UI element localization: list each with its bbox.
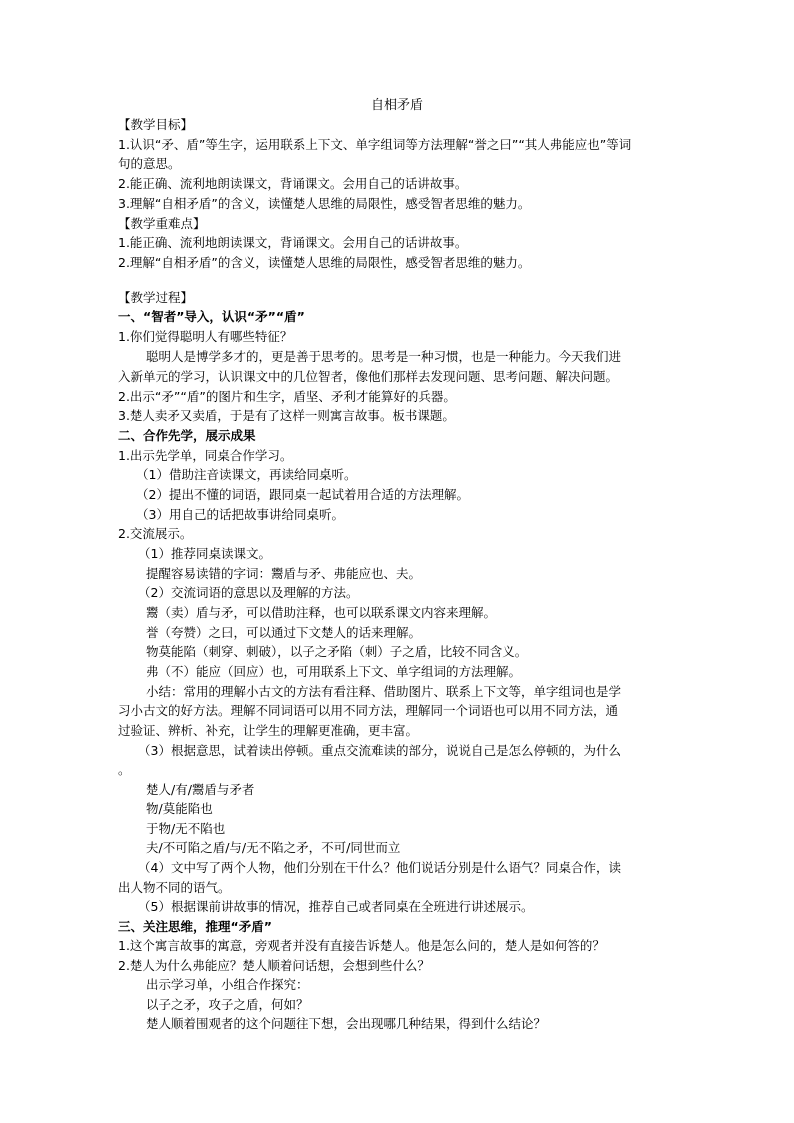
- text-line: （2）交流词语的意思以及理解的方法。: [138, 585, 359, 600]
- text-line: 1.能正确、流利地朗读课文，背诵课文。会用自己的话讲故事。: [118, 235, 468, 250]
- heading-process: 【教学过程】: [118, 290, 194, 305]
- text-line: （2）提出不懂的词语，跟同桌一起试着用合适的方法理解。: [136, 487, 469, 502]
- text-line: 提醒容易读错的字词：鬻盾与矛、弗能应也、夫。: [146, 566, 422, 581]
- text-line: 夫/不可陷之盾/与/无不陷之矛，不可/同世而立: [146, 840, 401, 855]
- text-line: （4）文中写了两个人物，他们分别在干什么？他们说话分别是什么语气？同桌合作，读: [138, 860, 621, 875]
- text-line: 楚人顺着围观者的这个问题往下想，会出现哪几种结果，得到什么结论？: [146, 1016, 547, 1031]
- text-line: （1）借助注音读课文，再读给同桌听。: [136, 467, 357, 482]
- text-line: 弗（不）能应（回应）也，可用联系上下文、单字组词的方法理解。: [146, 664, 522, 679]
- text-line: 1.你们觉得聪明人有哪些特征？: [118, 329, 293, 344]
- text-line: 1.出示先学单，同桌合作学习。: [118, 448, 293, 463]
- text-line: （1）推荐同桌读课文。: [138, 546, 271, 561]
- text-line: 过验证、辨析、补充，让学生的理解更准确，更丰富。: [118, 723, 419, 738]
- text-line: 鬻（卖）盾与矛，可以借助注释，也可以联系课文内容来理解。: [146, 605, 497, 620]
- text-line: 2.出示“矛”“盾”的图片和生字，盾坚、矛利才能算好的兵器。: [118, 389, 456, 404]
- heading-key-points: 【教学重难点】: [118, 216, 206, 231]
- text-line: 出人物不同的语气。: [118, 880, 231, 895]
- text-line: 聪明人是博学多才的，更是善于思考的。思考是一种习惯，也是一种能力。今天我们进: [146, 349, 622, 364]
- heading-objectives: 【教学目标】: [118, 117, 194, 132]
- text-line: 3.楚人卖矛又卖盾，于是有了这样一则寓言故事。板书课题。: [118, 408, 455, 423]
- text-line: （3）用自己的话把故事讲给同桌听。: [136, 507, 344, 522]
- text-line: 物/莫能陷也: [146, 801, 213, 816]
- text-line: 1.认识“矛、盾”等生字，运用联系上下文、单字组词等方法理解“誉之曰”“其人弗能应也”等词: [118, 137, 632, 152]
- text-line: （3）根据意思，试着读出停顿。重点交流难读的部分，说说自己是怎么停顿的，为什么: [138, 743, 621, 758]
- text-line: 2.理解“自相矛盾”的含义，读懂楚人思维的局限性，感受智者思维的魅力。: [118, 255, 531, 270]
- text-line: 2.能正确、流利地朗读课文，背诵课文。会用自己的话讲故事。: [118, 176, 468, 191]
- text-line: 2.交流展示。: [118, 526, 193, 541]
- text-line: 习小古文的好方法。理解不同词语可以用不同方法，理解同一个词语也可以用不同方法，通: [118, 703, 619, 718]
- section-heading-1: 一、“智者”导入，认识“矛”“盾”: [118, 309, 305, 324]
- text-line: （5）根据课前讲故事的情况，推荐自己或者同桌在全班进行讲述展示。: [138, 899, 534, 914]
- document-title: 自相矛盾: [370, 98, 423, 113]
- text-line: 誉（夸赞）之曰，可以通过下文楚人的话来理解。: [146, 625, 422, 640]
- text-line: 1.这个寓言故事的寓意，旁观者并没有直接告诉楚人。他是怎么问的，楚人是如何答的？: [118, 938, 605, 953]
- text-line: 。: [118, 762, 131, 777]
- text-line: 楚人/有/鬻盾与矛者: [146, 782, 255, 797]
- text-line: 出示学习单，小组合作探究：: [146, 977, 309, 992]
- text-line: 入新单元的学习，认识课文中的几位智者，像他们那样去发现问题、思考问题、解决问题。: [118, 369, 619, 384]
- section-heading-2: 二、合作先学，展示成果: [118, 428, 256, 443]
- section-heading-3: 三、关注思维，推理“矛盾”: [118, 919, 272, 934]
- text-line: 句的意思。: [118, 156, 181, 171]
- text-line: 物莫能陷（刺穿、刺破），以子之矛陷（刺）子之盾，比较不同含义。: [146, 644, 528, 659]
- text-line: 以子之矛，攻子之盾，何如？: [146, 997, 309, 1012]
- text-line: 3.理解“自相矛盾”的含义，读懂楚人思维的局限性，感受智者思维的魅力。: [118, 196, 531, 211]
- text-line: 于物/无不陷也: [146, 821, 226, 836]
- text-line: 小结：常用的理解小古文的方法有看注释、借助图片、联系上下文等，单字组词也是学: [146, 684, 622, 699]
- text-line: 2.楚人为什么弗能应？楚人顺着问话想，会想到些什么？: [118, 958, 430, 973]
